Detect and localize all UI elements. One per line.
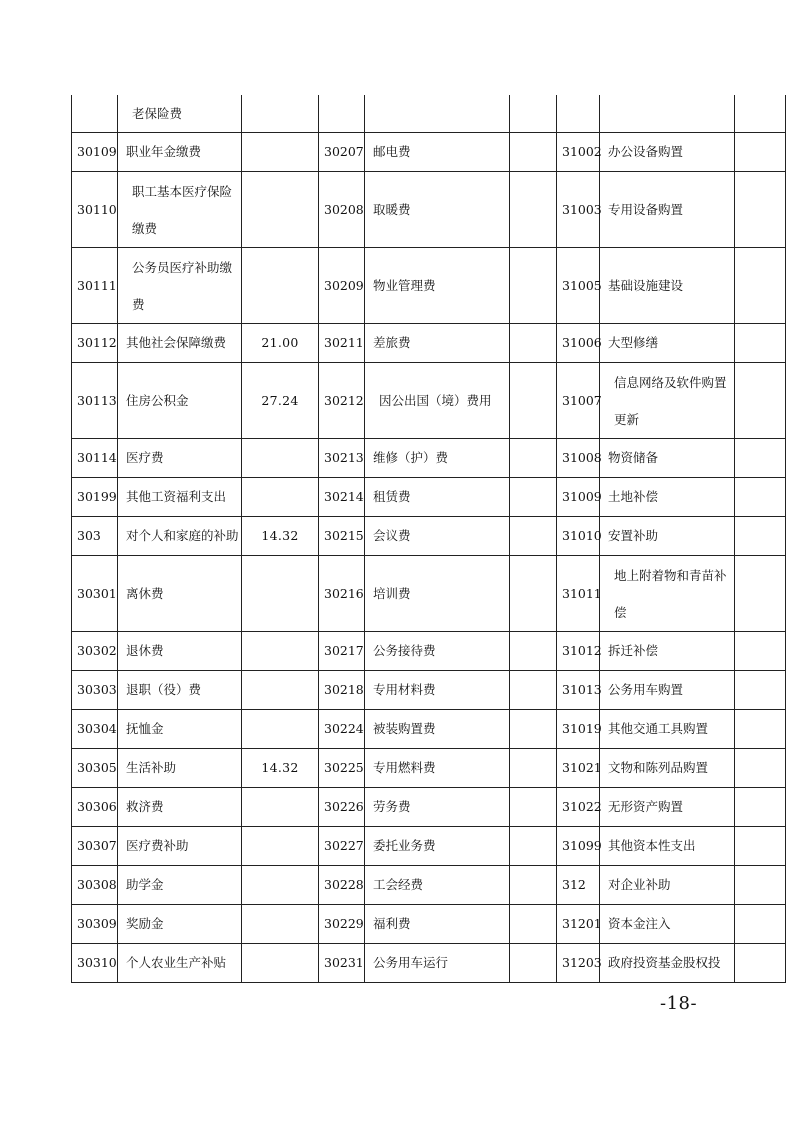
amount-cell bbox=[510, 172, 557, 248]
subject-code-cell: 30308 bbox=[72, 866, 118, 905]
subject-name-cell: 工会经费 bbox=[365, 866, 510, 905]
amount-cell bbox=[510, 905, 557, 944]
subject-code-cell: 30209 bbox=[319, 248, 365, 324]
amount-cell bbox=[735, 133, 786, 172]
subject-code-cell: 30208 bbox=[319, 172, 365, 248]
amount-cell: 21.00 bbox=[242, 324, 319, 363]
subject-name-cell: 奖励金 bbox=[118, 905, 242, 944]
subject-code-cell bbox=[557, 95, 600, 133]
amount-cell bbox=[242, 788, 319, 827]
amount-cell: 14.32 bbox=[242, 749, 319, 788]
subject-code-cell: 30113 bbox=[72, 363, 118, 439]
subject-name-cell: 救济费 bbox=[118, 788, 242, 827]
subject-code-cell: 30231 bbox=[319, 944, 365, 983]
subject-name-cell: 对企业补助 bbox=[600, 866, 735, 905]
amount-cell bbox=[242, 710, 319, 749]
amount-cell bbox=[510, 248, 557, 324]
amount-cell bbox=[735, 363, 786, 439]
table-row bbox=[72, 749, 786, 788]
subject-code-cell: 30301 bbox=[72, 556, 118, 632]
subject-code-cell: 31203 bbox=[557, 944, 600, 983]
subject-code-cell: 31099 bbox=[557, 827, 600, 866]
amount-cell bbox=[242, 905, 319, 944]
amount-cell bbox=[510, 632, 557, 671]
page-number: -18- bbox=[660, 993, 698, 1014]
table-row bbox=[72, 95, 786, 133]
subject-code-cell: 30111 bbox=[72, 248, 118, 324]
subject-name-cell: 离休费 bbox=[118, 556, 242, 632]
amount-cell bbox=[735, 478, 786, 517]
amount-cell bbox=[242, 866, 319, 905]
amount-cell bbox=[510, 671, 557, 710]
table-row bbox=[72, 788, 786, 827]
subject-code-cell: 31002 bbox=[557, 133, 600, 172]
amount-cell bbox=[735, 788, 786, 827]
table-row bbox=[72, 905, 786, 944]
subject-code-cell: 30212 bbox=[319, 363, 365, 439]
subject-name-cell: 其他交通工具购置 bbox=[600, 710, 735, 749]
amount-cell bbox=[735, 95, 786, 133]
subject-code-cell: 31008 bbox=[557, 439, 600, 478]
subject-code-cell: 31003 bbox=[557, 172, 600, 248]
subject-code-cell: 31007 bbox=[557, 363, 600, 439]
subject-code-cell: 31011 bbox=[557, 556, 600, 632]
amount-cell bbox=[510, 944, 557, 983]
subject-code-cell: 30229 bbox=[319, 905, 365, 944]
subject-name-cell: 医疗费 bbox=[118, 439, 242, 478]
subject-code-cell: 30225 bbox=[319, 749, 365, 788]
subject-code-cell: 31013 bbox=[557, 671, 600, 710]
table-row bbox=[72, 363, 786, 439]
subject-code-cell: 30114 bbox=[72, 439, 118, 478]
subject-code-cell: 30213 bbox=[319, 439, 365, 478]
subject-code-cell: 30307 bbox=[72, 827, 118, 866]
table-row bbox=[72, 866, 786, 905]
amount-cell bbox=[735, 172, 786, 248]
table-row bbox=[72, 439, 786, 478]
amount-cell bbox=[735, 749, 786, 788]
subject-code-cell bbox=[319, 95, 365, 133]
amount-cell bbox=[510, 710, 557, 749]
amount-cell bbox=[242, 172, 319, 248]
subject-name-cell: 信息网络及软件购置更新 bbox=[600, 363, 735, 439]
subject-name-cell: 公务用车运行 bbox=[365, 944, 510, 983]
subject-name-cell: 个人农业生产补贴 bbox=[118, 944, 242, 983]
amount-cell: 27.24 bbox=[242, 363, 319, 439]
subject-name-cell: 因公出国（境）费用 bbox=[365, 363, 510, 439]
subject-code-cell: 30215 bbox=[319, 517, 365, 556]
table-row bbox=[72, 556, 786, 632]
amount-cell bbox=[510, 556, 557, 632]
subject-code-cell: 30216 bbox=[319, 556, 365, 632]
amount-cell bbox=[735, 556, 786, 632]
subject-name-cell: 委托业务费 bbox=[365, 827, 510, 866]
subject-code-cell: 31010 bbox=[557, 517, 600, 556]
amount-cell bbox=[242, 827, 319, 866]
subject-code-cell: 31201 bbox=[557, 905, 600, 944]
subject-name-cell: 职业年金缴费 bbox=[118, 133, 242, 172]
amount-cell bbox=[735, 710, 786, 749]
subject-name-cell: 差旅费 bbox=[365, 324, 510, 363]
subject-code-cell: 30302 bbox=[72, 632, 118, 671]
subject-code-cell: 30110 bbox=[72, 172, 118, 248]
subject-name-cell: 退职（役）费 bbox=[118, 671, 242, 710]
subject-code-cell: 30211 bbox=[319, 324, 365, 363]
subject-code-cell: 30207 bbox=[319, 133, 365, 172]
subject-name-cell: 资本金注入 bbox=[600, 905, 735, 944]
subject-name-cell: 会议费 bbox=[365, 517, 510, 556]
subject-code-cell bbox=[72, 95, 118, 133]
subject-code-cell: 30109 bbox=[72, 133, 118, 172]
subject-name-cell: 职工基本医疗保险缴费 bbox=[118, 172, 242, 248]
amount-cell bbox=[735, 248, 786, 324]
amount-cell bbox=[510, 788, 557, 827]
subject-name-cell: 住房公积金 bbox=[118, 363, 242, 439]
subject-name-cell: 基础设施建设 bbox=[600, 248, 735, 324]
subject-name-cell: 拆迁补偿 bbox=[600, 632, 735, 671]
subject-name-cell: 邮电费 bbox=[365, 133, 510, 172]
subject-name-cell: 专用材料费 bbox=[365, 671, 510, 710]
subject-name-cell: 地上附着物和青苗补偿 bbox=[600, 556, 735, 632]
amount-cell bbox=[510, 749, 557, 788]
subject-code-cell: 31022 bbox=[557, 788, 600, 827]
subject-name-cell: 安置补助 bbox=[600, 517, 735, 556]
subject-code-cell: 30306 bbox=[72, 788, 118, 827]
subject-code-cell: 31006 bbox=[557, 324, 600, 363]
amount-cell bbox=[242, 632, 319, 671]
subject-name-cell: 无形资产购置 bbox=[600, 788, 735, 827]
subject-name-cell: 其他社会保障缴费 bbox=[118, 324, 242, 363]
subject-name-cell: 大型修缮 bbox=[600, 324, 735, 363]
subject-name-cell: 公务接待费 bbox=[365, 632, 510, 671]
table-row bbox=[72, 827, 786, 866]
table-body bbox=[72, 95, 786, 983]
amount-cell bbox=[735, 439, 786, 478]
amount-cell bbox=[510, 324, 557, 363]
table-row bbox=[72, 172, 786, 248]
subject-name-cell: 其他工资福利支出 bbox=[118, 478, 242, 517]
subject-code-cell: 31012 bbox=[557, 632, 600, 671]
subject-code-cell: 30226 bbox=[319, 788, 365, 827]
subject-name-cell: 福利费 bbox=[365, 905, 510, 944]
amount-cell bbox=[242, 133, 319, 172]
table-row bbox=[72, 944, 786, 983]
table-row bbox=[72, 478, 786, 517]
subject-code-cell: 31021 bbox=[557, 749, 600, 788]
amount-cell bbox=[242, 556, 319, 632]
subject-name-cell: 对个人和家庭的补助 bbox=[118, 517, 242, 556]
table-row bbox=[72, 248, 786, 324]
amount-cell bbox=[735, 944, 786, 983]
amount-cell bbox=[735, 632, 786, 671]
subject-code-cell: 30303 bbox=[72, 671, 118, 710]
table-row bbox=[72, 133, 786, 172]
subject-code-cell: 31009 bbox=[557, 478, 600, 517]
subject-code-cell: 30224 bbox=[319, 710, 365, 749]
budget-table bbox=[71, 95, 786, 983]
subject-name-cell: 助学金 bbox=[118, 866, 242, 905]
subject-name-cell: 医疗费补助 bbox=[118, 827, 242, 866]
amount-cell bbox=[735, 827, 786, 866]
subject-name-cell bbox=[600, 95, 735, 133]
table-row bbox=[72, 324, 786, 363]
subject-name-cell: 老保险费 bbox=[118, 95, 242, 133]
subject-code-cell: 30305 bbox=[72, 749, 118, 788]
subject-name-cell: 办公设备购置 bbox=[600, 133, 735, 172]
subject-code-cell: 31005 bbox=[557, 248, 600, 324]
amount-cell bbox=[510, 95, 557, 133]
amount-cell bbox=[242, 671, 319, 710]
amount-cell bbox=[735, 905, 786, 944]
amount-cell bbox=[510, 133, 557, 172]
subject-name-cell: 其他资本性支出 bbox=[600, 827, 735, 866]
subject-name-cell: 生活补助 bbox=[118, 749, 242, 788]
table-row bbox=[72, 632, 786, 671]
amount-cell: 14.32 bbox=[242, 517, 319, 556]
subject-name-cell: 政府投资基金股权投 bbox=[600, 944, 735, 983]
table-row bbox=[72, 517, 786, 556]
subject-code-cell: 30309 bbox=[72, 905, 118, 944]
subject-code-cell: 30304 bbox=[72, 710, 118, 749]
subject-name-cell: 抚恤金 bbox=[118, 710, 242, 749]
amount-cell bbox=[510, 866, 557, 905]
subject-name-cell: 物资储备 bbox=[600, 439, 735, 478]
amount-cell bbox=[242, 478, 319, 517]
amount-cell bbox=[735, 324, 786, 363]
amount-cell bbox=[242, 248, 319, 324]
table-row bbox=[72, 671, 786, 710]
subject-name-cell: 退休费 bbox=[118, 632, 242, 671]
subject-code-cell: 30217 bbox=[319, 632, 365, 671]
subject-name-cell: 租赁费 bbox=[365, 478, 510, 517]
subject-code-cell: 30310 bbox=[72, 944, 118, 983]
subject-name-cell: 培训费 bbox=[365, 556, 510, 632]
subject-name-cell: 文物和陈列品购置 bbox=[600, 749, 735, 788]
amount-cell bbox=[242, 439, 319, 478]
subject-name-cell: 物业管理费 bbox=[365, 248, 510, 324]
subject-code-cell: 30228 bbox=[319, 866, 365, 905]
amount-cell bbox=[510, 827, 557, 866]
table-row bbox=[72, 710, 786, 749]
subject-code-cell: 312 bbox=[557, 866, 600, 905]
amount-cell bbox=[510, 439, 557, 478]
subject-name-cell: 土地补偿 bbox=[600, 478, 735, 517]
subject-code-cell: 30218 bbox=[319, 671, 365, 710]
subject-code-cell: 30199 bbox=[72, 478, 118, 517]
subject-code-cell: 30112 bbox=[72, 324, 118, 363]
amount-cell bbox=[735, 671, 786, 710]
subject-code-cell: 30227 bbox=[319, 827, 365, 866]
amount-cell bbox=[510, 517, 557, 556]
subject-code-cell: 303 bbox=[72, 517, 118, 556]
amount-cell bbox=[242, 95, 319, 133]
amount-cell bbox=[242, 944, 319, 983]
subject-name-cell: 专用设备购置 bbox=[600, 172, 735, 248]
subject-name-cell: 公务用车购置 bbox=[600, 671, 735, 710]
subject-name-cell: 被装购置费 bbox=[365, 710, 510, 749]
amount-cell bbox=[510, 478, 557, 517]
subject-name-cell: 公务员医疗补助缴费 bbox=[118, 248, 242, 324]
amount-cell bbox=[510, 363, 557, 439]
amount-cell bbox=[735, 866, 786, 905]
amount-cell bbox=[735, 517, 786, 556]
subject-name-cell: 劳务费 bbox=[365, 788, 510, 827]
subject-code-cell: 30214 bbox=[319, 478, 365, 517]
subject-code-cell: 31019 bbox=[557, 710, 600, 749]
subject-name-cell: 维修（护）费 bbox=[365, 439, 510, 478]
subject-name-cell: 取暖费 bbox=[365, 172, 510, 248]
subject-name-cell bbox=[365, 95, 510, 133]
subject-name-cell: 专用燃料费 bbox=[365, 749, 510, 788]
